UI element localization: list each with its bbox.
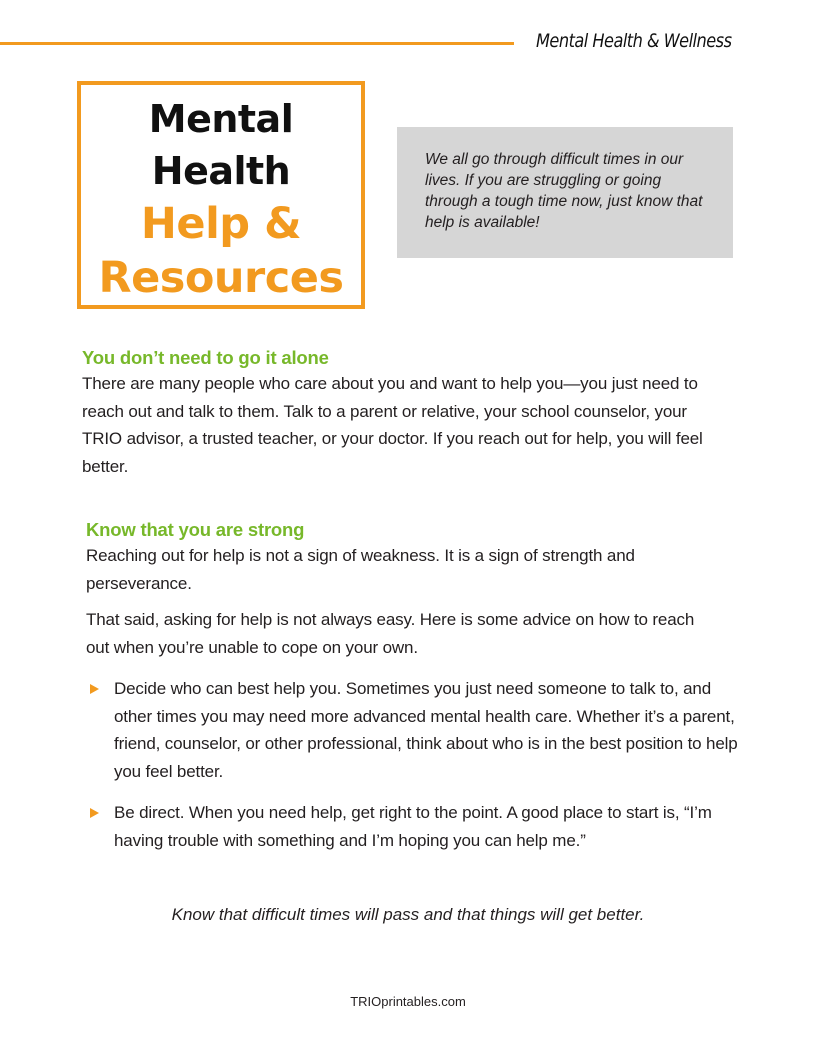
list-item-text: Be direct. When you need help, get right to the point. A good place to start is, “I’m having trouble with something and I’m hoping you can help me.” <box>114 803 712 850</box>
section-paragraph: There are many people who care about you and want to help you—you just need to reach out and talk to them. Talk to a parent or relative, your school counselor, your TRIO advisor, a trusted teacher, or your doctor. If you reach out for help, you will feel better. <box>82 374 703 476</box>
title-line-2: Health <box>151 149 291 193</box>
list-item <box>86 799 746 854</box>
header-section-title: Mental Health & Wellness <box>536 30 732 52</box>
list-item-text: Decide who can best help you. Sometimes you just need someone to talk to, and other times you may need more advanced mental health care. Whether it’s a parent, friend, counselor, or other professional, think about who is in the best position to help you feel better. <box>114 679 738 781</box>
section-heading: Know that you are strong <box>86 519 305 540</box>
section-paragraph: Reaching out for help is not a sign of weakness. It is a sign of strength and perseverance. <box>86 546 635 593</box>
title-line-3: Help & <box>140 199 302 249</box>
section-not-alone <box>82 346 742 480</box>
footer-site: TRIOprintables.com <box>350 994 466 1009</box>
title-line-1: Mental <box>148 97 294 141</box>
section-heading: You don’t need to go it alone <box>82 347 329 368</box>
closing-statement: Know that difficult times will pass and that things will get better. <box>171 905 645 924</box>
title-box <box>77 81 365 309</box>
list-item <box>86 675 746 785</box>
title-line-4: Resources <box>98 253 344 303</box>
header-rule <box>0 42 514 45</box>
triangle-bullet-icon <box>90 684 99 694</box>
triangle-bullet-icon <box>90 808 99 818</box>
section-paragraph: That said, asking for help is not always easy. Here is some advice on how to reach out when you’re unable to cope on your own. <box>86 610 695 657</box>
advice-list <box>86 675 746 854</box>
section-strong <box>86 518 746 868</box>
callout-text: We all go through difficult times in our lives. If you are struggling or going through a tough time now, just know that help is available! <box>425 151 703 231</box>
callout-box <box>397 127 733 258</box>
